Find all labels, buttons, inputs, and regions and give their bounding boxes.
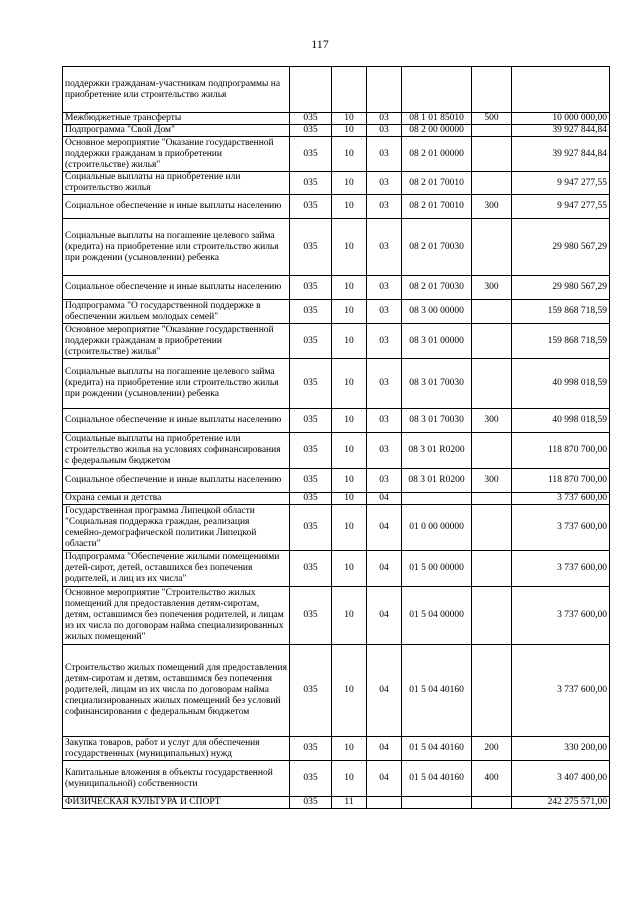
expense-type-cell [472,797,512,809]
target-article-cell: 08 2 01 00000 [402,137,472,172]
ministry-code-cell: 035 [290,172,332,195]
budget-row [63,276,610,300]
section-code-cell: 10 [332,469,367,493]
ministry-code-cell: 035 [290,324,332,359]
budget-name-cell: Основное мероприятие "Строительство жилых помещений для предоставления детям-сиротам, детям, оставшимся без попечения родителей, и лицам из их числа по договорам найма специализированных жилых помещений" [63,587,290,645]
amount-cell: 3 737 600,00 [512,505,610,551]
expense-type-cell [472,587,512,645]
amount-cell: 39 927 844,84 [512,137,610,172]
amount-cell: 118 870 700,00 [512,433,610,469]
ministry-code-cell: 035 [290,409,332,433]
budget-row [63,113,610,125]
budget-row [63,324,610,359]
subsection-code-cell: 04 [367,587,402,645]
budget-name-cell: Государственная программа Липецкой области "Социальная поддержка граждан, реализация семейно-демографической политики Липецкой области" [63,505,290,551]
budget-row [63,409,610,433]
target-article-cell: 01 5 04 40160 [402,737,472,761]
expense-type-cell [472,493,512,505]
expense-type-cell [472,125,512,137]
ministry-code-cell: 035 [290,505,332,551]
section-code-cell: 10 [332,276,367,300]
budget-row [63,587,610,645]
subsection-code-cell: 04 [367,551,402,587]
ministry-code-cell: 035 [290,737,332,761]
subsection-code-cell: 04 [367,645,402,737]
section-code-cell: 10 [332,409,367,433]
ministry-code-cell: 035 [290,551,332,587]
budget-name-cell: Капитальные вложения в объекты государственной (муниципальной) собственности [63,761,290,797]
target-article-cell [402,493,472,505]
budget-name-cell: Подпрограмма "Обеспечение жилыми помещениями детей-сирот, детей, оставшихся без попечения родителей, и лиц из их числа" [63,551,290,587]
subsection-code-cell: 03 [367,300,402,324]
amount-cell: 29 980 567,29 [512,219,610,276]
amount-cell: 3 737 600,00 [512,645,610,737]
ministry-code-cell [290,67,332,113]
budget-name-cell: Социальное обеспечение и иные выплаты населению [63,195,290,219]
expense-type-cell: 500 [472,113,512,125]
budget-row [63,172,610,195]
amount-cell: 10 000 000,00 [512,113,610,125]
section-code-cell: 10 [332,219,367,276]
ministry-code-cell: 035 [290,219,332,276]
target-article-cell [402,67,472,113]
budget-name-cell: ФИЗИЧЕСКАЯ КУЛЬТУРА И СПОРТ [63,797,290,809]
target-article-cell: 08 3 01 R0200 [402,433,472,469]
budget-name-cell: Охрана семьи и детства [63,493,290,505]
ministry-code-cell: 035 [290,493,332,505]
amount-cell: 118 870 700,00 [512,469,610,493]
budget-name-cell: Межбюджетные трансферты [63,113,290,125]
subsection-code-cell: 03 [367,125,402,137]
budget-row [63,737,610,761]
subsection-code-cell: 03 [367,137,402,172]
ministry-code-cell: 035 [290,433,332,469]
ministry-code-cell: 035 [290,359,332,409]
subsection-code-cell [367,797,402,809]
expense-type-cell [472,219,512,276]
section-code-cell: 10 [332,433,367,469]
target-article-cell: 08 3 01 70030 [402,409,472,433]
subsection-code-cell: 03 [367,409,402,433]
amount-cell: 242 275 571,00 [512,797,610,809]
subsection-code-cell: 03 [367,469,402,493]
subsection-code-cell: 03 [367,433,402,469]
amount-cell: 40 998 018,59 [512,359,610,409]
budget-name-cell: Социальное обеспечение и иные выплаты населению [63,469,290,493]
budget-row [63,300,610,324]
page-number: 117 [311,37,329,51]
expense-type-cell [472,359,512,409]
expense-type-cell: 300 [472,276,512,300]
amount-cell: 39 927 844,84 [512,125,610,137]
target-article-cell [402,797,472,809]
budget-table-body [63,67,610,809]
budget-name-cell: Строительство жилых помещений для предоставления детям-сиротам и детям, оставшимся без попечения родителей, лицам из их числа по договорам найма специализированных жилых помещений без условий софинансирования с федеральным бюджетом [63,645,290,737]
target-article-cell: 08 3 01 70030 [402,359,472,409]
budget-name-cell: поддержки гражданам-участникам подпрограммы на приобретение или строительство жилья [63,67,290,113]
ministry-code-cell: 035 [290,125,332,137]
budget-name-cell: Закупка товаров, работ и услуг для обеспечения государственных (муниципальных) нужд [63,737,290,761]
section-code-cell: 10 [332,113,367,125]
budget-name-cell: Подпрограмма "О государственной поддержке в обеспечении жильем молодых семей" [63,300,290,324]
target-article-cell: 08 3 00 00000 [402,300,472,324]
amount-cell: 3 737 600,00 [512,587,610,645]
expense-type-cell [472,300,512,324]
target-article-cell: 01 5 04 40160 [402,645,472,737]
target-article-cell: 08 2 01 70010 [402,172,472,195]
budget-row [63,551,610,587]
section-code-cell: 11 [332,797,367,809]
budget-row [63,505,610,551]
budget-table [62,66,610,809]
expense-type-cell [472,137,512,172]
budget-row [63,761,610,797]
budget-name-cell: Социальное обеспечение и иные выплаты населению [63,409,290,433]
section-code-cell: 10 [332,761,367,797]
section-code-cell: 10 [332,645,367,737]
expense-type-cell [472,645,512,737]
amount-cell: 159 868 718,59 [512,324,610,359]
subsection-code-cell: 03 [367,195,402,219]
budget-name-cell: Социальные выплаты на погашение целевого займа (кредита) на приобретение или строительство жилья при рождении (усыновлении) ребенка [63,219,290,276]
target-article-cell: 01 5 00 00000 [402,551,472,587]
target-article-cell: 08 2 01 70010 [402,195,472,219]
section-code-cell: 10 [332,737,367,761]
subsection-code-cell: 03 [367,359,402,409]
amount-cell: 159 868 718,59 [512,300,610,324]
budget-row [63,645,610,737]
expense-type-cell: 400 [472,761,512,797]
section-code-cell: 10 [332,172,367,195]
subsection-code-cell: 04 [367,493,402,505]
budget-row [63,469,610,493]
section-code-cell: 10 [332,587,367,645]
subsection-code-cell: 04 [367,505,402,551]
ministry-code-cell: 035 [290,761,332,797]
expense-type-cell: 300 [472,409,512,433]
subsection-code-cell: 03 [367,172,402,195]
budget-name-cell: Подпрограмма "Свой Дом" [63,125,290,137]
amount-cell: 3 407 400,00 [512,761,610,797]
budget-name-cell: Социальное обеспечение и иные выплаты населению [63,276,290,300]
ministry-code-cell: 035 [290,137,332,172]
amount-cell: 9 947 277,55 [512,172,610,195]
budget-row [63,433,610,469]
budget-row [63,195,610,219]
amount-cell [512,67,610,113]
expense-type-cell [472,67,512,113]
expense-type-cell: 300 [472,469,512,493]
subsection-code-cell: 03 [367,219,402,276]
amount-cell: 29 980 567,29 [512,276,610,300]
section-code-cell: 10 [332,137,367,172]
target-article-cell: 08 2 00 00000 [402,125,472,137]
expense-type-cell: 200 [472,737,512,761]
target-article-cell: 01 0 00 00000 [402,505,472,551]
subsection-code-cell: 04 [367,761,402,797]
section-code-cell: 10 [332,125,367,137]
target-article-cell: 01 5 04 00000 [402,587,472,645]
target-article-cell: 01 5 04 40160 [402,761,472,797]
ministry-code-cell: 035 [290,276,332,300]
target-article-cell: 08 3 01 R0200 [402,469,472,493]
amount-cell: 3 737 600,00 [512,551,610,587]
section-code-cell [332,67,367,113]
amount-cell: 3 737 600,00 [512,493,610,505]
ministry-code-cell: 035 [290,587,332,645]
budget-row [63,125,610,137]
subsection-code-cell: 03 [367,276,402,300]
subsection-code-cell: 03 [367,324,402,359]
section-code-cell: 10 [332,359,367,409]
budget-name-cell: Основное мероприятие "Оказание государственной поддержки гражданам в приобретении (строительстве) жилья" [63,324,290,359]
target-article-cell: 08 3 01 00000 [402,324,472,359]
section-code-cell: 10 [332,505,367,551]
ministry-code-cell: 035 [290,300,332,324]
budget-row [63,137,610,172]
ministry-code-cell: 035 [290,113,332,125]
expense-type-cell [472,324,512,359]
section-code-cell: 10 [332,300,367,324]
expense-type-cell [472,172,512,195]
expense-type-cell [472,433,512,469]
amount-cell: 330 200,00 [512,737,610,761]
ministry-code-cell: 035 [290,797,332,809]
budget-row [63,359,610,409]
budget-row [63,797,610,809]
target-article-cell: 08 1 01 85010 [402,113,472,125]
budget-row [63,219,610,276]
ministry-code-cell: 035 [290,469,332,493]
section-code-cell: 10 [332,195,367,219]
ministry-code-cell: 035 [290,195,332,219]
subsection-code-cell: 03 [367,113,402,125]
budget-name-cell: Социальные выплаты на приобретение или строительство жилья [63,172,290,195]
subsection-code-cell [367,67,402,113]
budget-name-cell: Социальные выплаты на приобретение или строительство жилья на условиях софинансирования с федеральным бюджетом [63,433,290,469]
amount-cell: 9 947 277,55 [512,195,610,219]
section-code-cell: 10 [332,551,367,587]
budget-row [63,67,610,113]
budget-row [63,493,610,505]
expense-type-cell [472,551,512,587]
target-article-cell: 08 2 01 70030 [402,276,472,300]
amount-cell: 40 998 018,59 [512,409,610,433]
ministry-code-cell: 035 [290,645,332,737]
expense-type-cell [472,505,512,551]
subsection-code-cell: 04 [367,737,402,761]
target-article-cell: 08 2 01 70030 [402,219,472,276]
budget-name-cell: Социальные выплаты на погашение целевого займа (кредита) на приобретение или строительство жилья при рождении (усыновлении) ребенка [63,359,290,409]
expense-type-cell: 300 [472,195,512,219]
section-code-cell: 10 [332,493,367,505]
budget-name-cell: Основное мероприятие "Оказание государственной поддержки гражданам в приобретении (строительстве) жилья" [63,137,290,172]
section-code-cell: 10 [332,324,367,359]
